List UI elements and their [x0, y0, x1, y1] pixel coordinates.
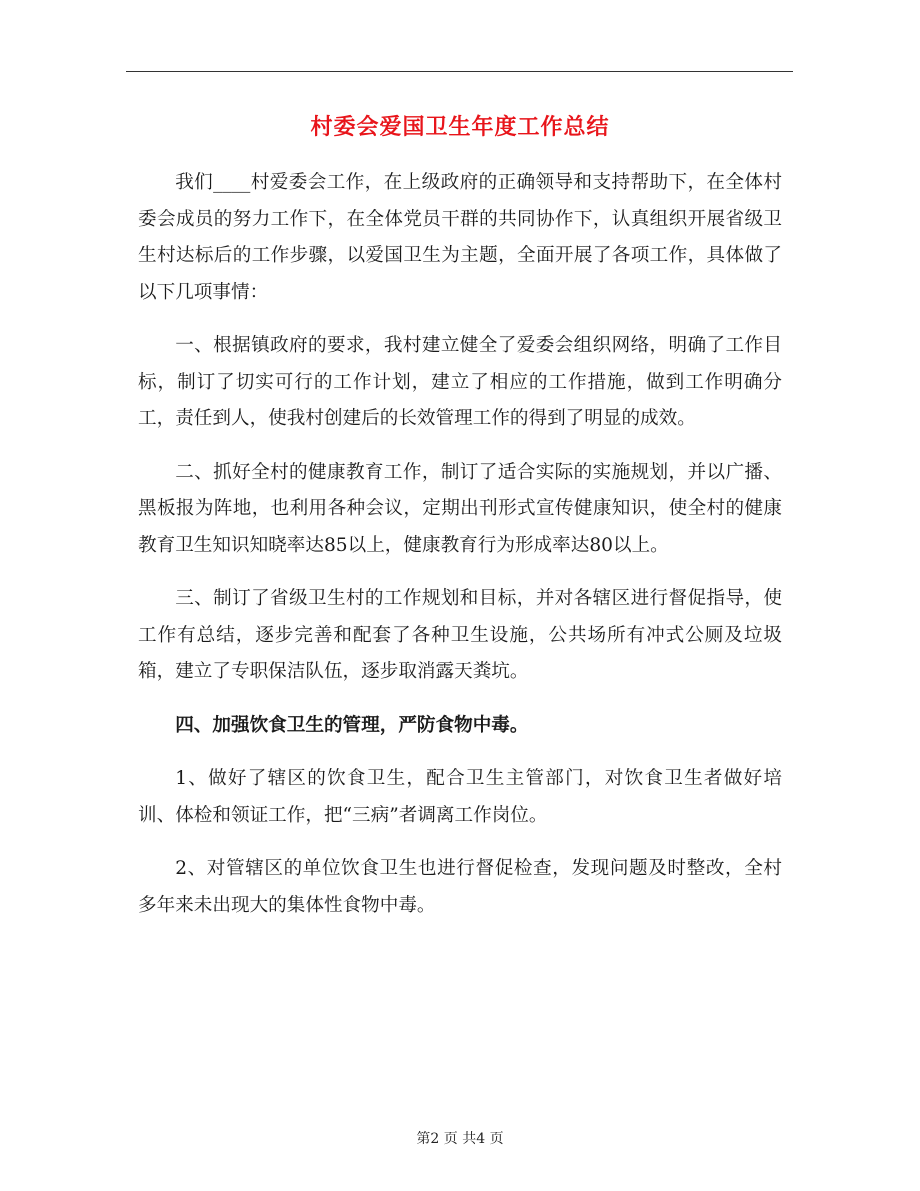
- page-number-footer: 第2 页 共4 页: [416, 1131, 504, 1147]
- item-1-paragraph: 1、做好了辖区的饮食卫生，配合卫生主管部门，对饮食卫生者做好培训、体检和领证工作，把“三病”者调离工作岗位。: [138, 768, 782, 826]
- section-4-heading: 四、加强饮食卫生的管理，严防食物中毒。: [175, 714, 529, 736]
- header-rule: [126, 71, 793, 72]
- document-body: [138, 165, 782, 924]
- section-2-paragraph: 二、抓好全村的健康教育工作，制订了适合实际的实施规划，并以广播、黑板报为阵地，也利用各种会议，定期出刊形式宣传健康知识，使全村的健康教育卫生知识知晓率达85以上，健康教育行为形成率达80以上。: [138, 461, 782, 556]
- section-1-paragraph: 一、根据镇政府的要求，我村建立健全了爱委会组织网络，明确了工作目标，制订了切实可行的工作计划，建立了相应的工作措施，做到工作明确分工，责任到人，使我村创建后的长效管理工作的得到了明显的成效。: [138, 335, 782, 429]
- intro-paragraph: 我们____村爱委会工作，在上级政府的正确领导和支持帮助下，在全体村委会成员的努力工作下，在全体党员干群的共同协作下，认真组织开展省级卫生村达标后的工作步骤，以爱国卫生为主题，全面开展了各项工作，具体做了以下几项事情：: [138, 172, 782, 303]
- document-title: 村委会爱国卫生年度工作总结: [310, 114, 610, 140]
- section-3-paragraph: 三、制订了省级卫生村的工作规划和目标，并对各辖区进行督促指导，使工作有总结，逐步完善和配套了各种卫生设施，公共场所有冲式公厕及垃圾箱，建立了专职保洁队伍，逐步取消露天粪坑。: [138, 588, 782, 682]
- item-2-paragraph: 2、对管辖区的单位饮食卫生也进行督促检查，发现问题及时整改，全村多年来未出现大的集体性食物中毒。: [138, 858, 782, 916]
